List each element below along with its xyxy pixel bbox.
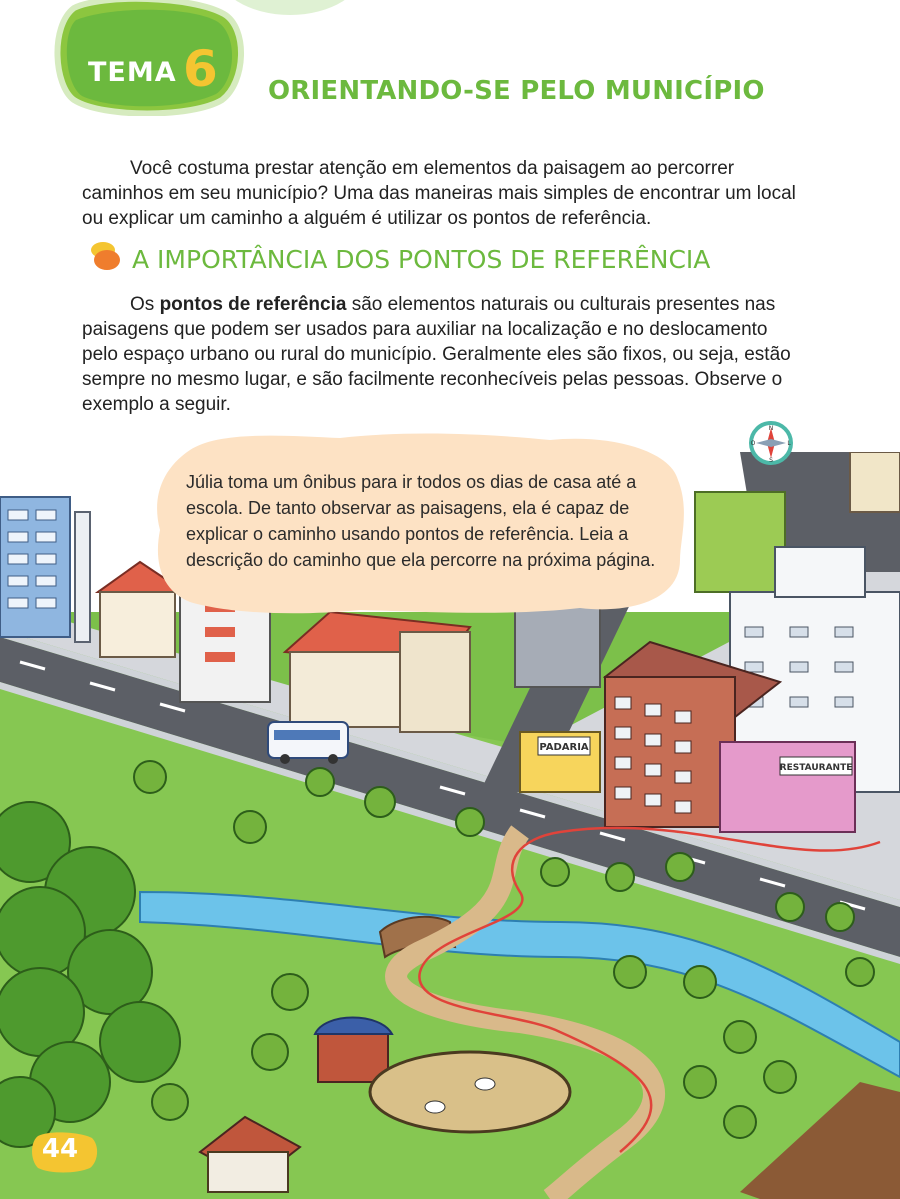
svg-text:N: N	[768, 425, 774, 432]
speech-bubble-text	[186, 469, 676, 573]
tema-label: TEMA	[88, 57, 177, 88]
intro-line: Você costuma prestar atenção em elementos da paisagem ao percorrer	[130, 158, 735, 179]
svg-text:S: S	[769, 457, 773, 464]
intro-paragraph	[82, 156, 822, 231]
body-line: exemplo a seguir.	[82, 394, 231, 415]
body-paragraph	[82, 292, 822, 417]
section-title: A IMPORTÂNCIA DOS PONTOS DE REFERÊNCIA	[132, 245, 711, 274]
svg-text:L: L	[787, 440, 791, 447]
body-line: sempre no mesmo lugar, e são facilmente reconhecíveis pelas pessoas. Observe o	[82, 369, 783, 390]
body-line	[82, 292, 822, 317]
body-text: Os	[130, 294, 160, 315]
bubble-line: explicar o caminho usando pontos de referência. Leia a	[186, 524, 629, 544]
bubble-line: Júlia toma um ônibus para ir todos os dias de casa até a	[186, 472, 637, 492]
restaurante-sign: RESTAURANTE	[779, 763, 853, 773]
compass-icon	[748, 420, 794, 466]
bubble-line: descrição do caminho que ela percorre na próxima página.	[186, 550, 656, 570]
page-number: 44	[41, 1134, 79, 1164]
green-building	[695, 492, 785, 592]
body-text: são elementos naturais ou culturais presentes nas	[346, 294, 776, 315]
intro-line: ou explicar um caminho a alguém é utilizar os pontos de referência.	[82, 208, 652, 229]
intro-line: caminhos em seu município? Uma das maneiras mais simples de encontrar um local	[82, 183, 796, 204]
bubble-line: escola. De tanto observar as paisagens, ela é capaz de	[186, 498, 630, 518]
svg-text:O: O	[750, 440, 756, 447]
section-bullet-icon	[87, 240, 123, 272]
colonial-building	[290, 652, 400, 727]
key-term: pontos de referência	[159, 294, 347, 315]
corral	[370, 1052, 570, 1132]
padaria-sign: PADARIA	[539, 742, 589, 753]
restaurante-building	[720, 742, 855, 832]
body-line: paisagens que podem ser usados para auxiliar na localização e no deslocamento	[82, 319, 768, 340]
tema-number: 6	[183, 40, 218, 98]
body-line: pelo espaço urbano ou rural do município. Geralmente eles são fixos, ou seja, estão	[82, 344, 791, 365]
page-title: ORIENTANDO-SE PELO MUNICÍPIO	[268, 76, 765, 106]
farmhouse	[208, 1152, 288, 1192]
